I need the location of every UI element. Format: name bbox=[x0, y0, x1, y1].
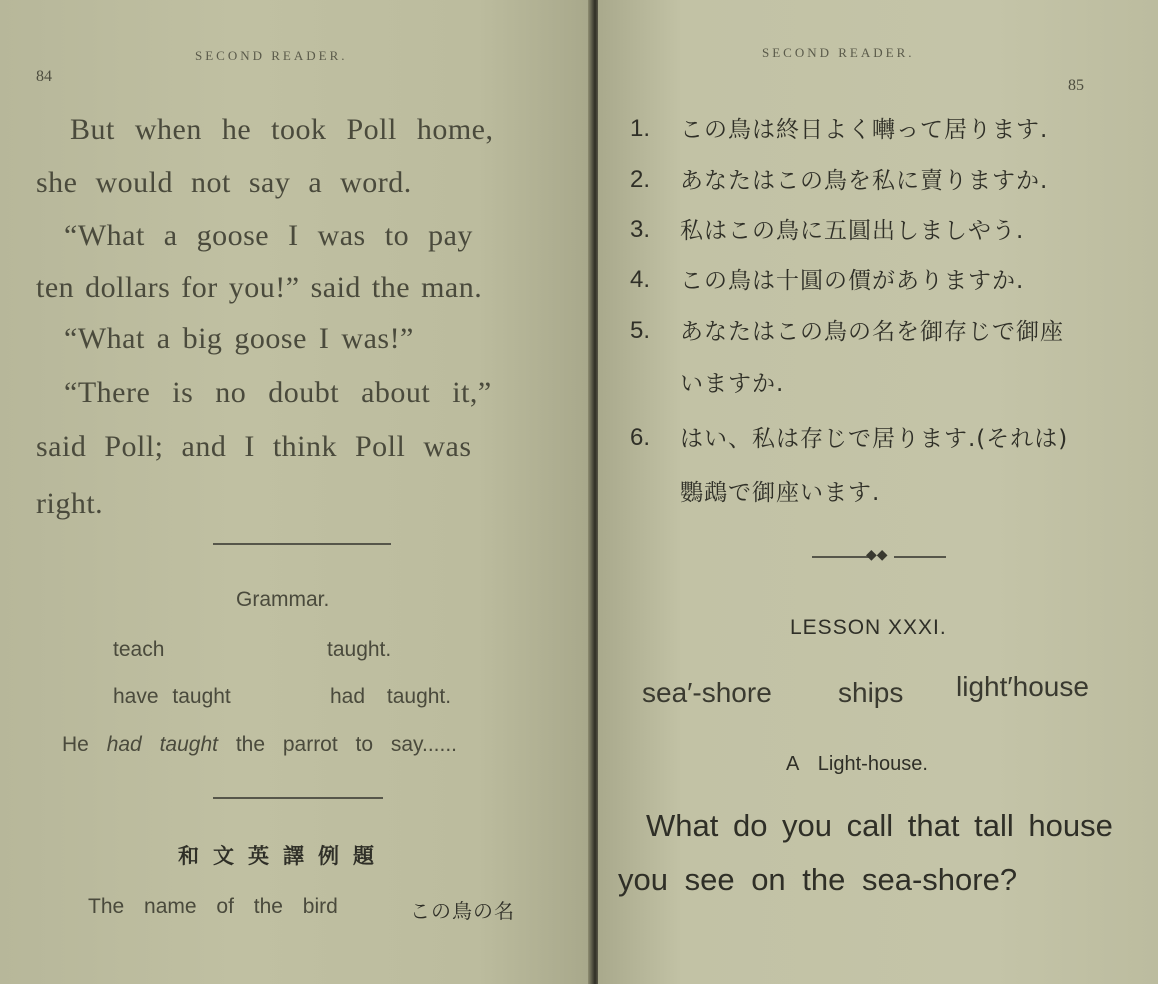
page-number: 84 bbox=[36, 68, 52, 85]
grammar-heading: Grammar. bbox=[236, 588, 330, 611]
lesson-subtitle: A Light-house. bbox=[786, 753, 928, 775]
exercise-title: 和文英譯例題 bbox=[178, 844, 388, 868]
ornament-icon: ◆◆ bbox=[866, 548, 888, 563]
grammar-word: have taught bbox=[113, 685, 231, 708]
vocab-word: light′house bbox=[956, 671, 1089, 702]
grammar-example-italic: had taught bbox=[106, 733, 218, 756]
exercise-number: 1. bbox=[630, 115, 651, 142]
story-line: said Poll; and I think Poll was bbox=[36, 430, 472, 463]
reading-line: you see on the sea-shore? bbox=[618, 862, 1018, 897]
ornament-rule-right bbox=[894, 556, 946, 558]
grammar-word: teach bbox=[113, 638, 165, 661]
exercise-text: この鳥は終日よく囀って居ります. bbox=[680, 117, 1049, 143]
exercise-number: 6. bbox=[630, 424, 651, 451]
vocab-word: sea′-shore bbox=[642, 677, 772, 708]
story-line: “What a big goose I was!” bbox=[64, 322, 414, 355]
grammar-word: had taught. bbox=[330, 685, 452, 708]
exercise-text: この鳥は十圓の價がありますか. bbox=[680, 268, 1025, 294]
exercise-number: 5. bbox=[630, 317, 651, 344]
exercise-text: 鸚鵡で御座います. bbox=[680, 480, 881, 506]
exercise-text: あなたはこの鳥を私に賣りますか. bbox=[680, 168, 1049, 194]
story-line: she would not say a word. bbox=[36, 166, 412, 199]
running-head: SECOND READER. bbox=[195, 48, 348, 63]
exercise-text: いますか. bbox=[680, 371, 785, 397]
exercise-number: 2. bbox=[630, 166, 651, 193]
section-divider bbox=[213, 797, 383, 799]
story-line: “What a goose I was to pay bbox=[64, 219, 473, 252]
exercise-text: はい、私は存じで居ります.(それは) bbox=[680, 426, 1069, 452]
exercise-number: 4. bbox=[630, 266, 651, 293]
story-line: But when he took Poll home, bbox=[70, 113, 494, 146]
exercise-text: あなたはこの鳥の名を御存じで御座 bbox=[680, 319, 1064, 345]
exercise-japanese: この鳥の名 bbox=[410, 899, 515, 923]
exercise-text: 私はこの鳥に五圓出しましやう. bbox=[680, 218, 1025, 244]
page-number: 85 bbox=[1068, 77, 1084, 94]
story-line: “There is no doubt about it,” bbox=[64, 376, 492, 409]
lesson-title: LESSON XXXI. bbox=[790, 616, 947, 639]
story-line: ten dollars for you!” said the man. bbox=[36, 271, 483, 304]
grammar-word: taught. bbox=[327, 638, 392, 661]
grammar-example: He had taught the parrot to say...... bbox=[62, 733, 458, 756]
vocab-word: ships bbox=[838, 677, 904, 708]
ornament-rule-left bbox=[812, 556, 870, 558]
story-line: right. bbox=[36, 487, 104, 520]
exercise-english: The name of the bird bbox=[88, 895, 338, 918]
right-page bbox=[598, 0, 1158, 984]
section-divider bbox=[213, 543, 391, 545]
running-head: SECOND READER. bbox=[762, 45, 915, 60]
reading-line: What do you call that tall house bbox=[646, 808, 1113, 843]
exercise-number: 3. bbox=[630, 216, 651, 243]
